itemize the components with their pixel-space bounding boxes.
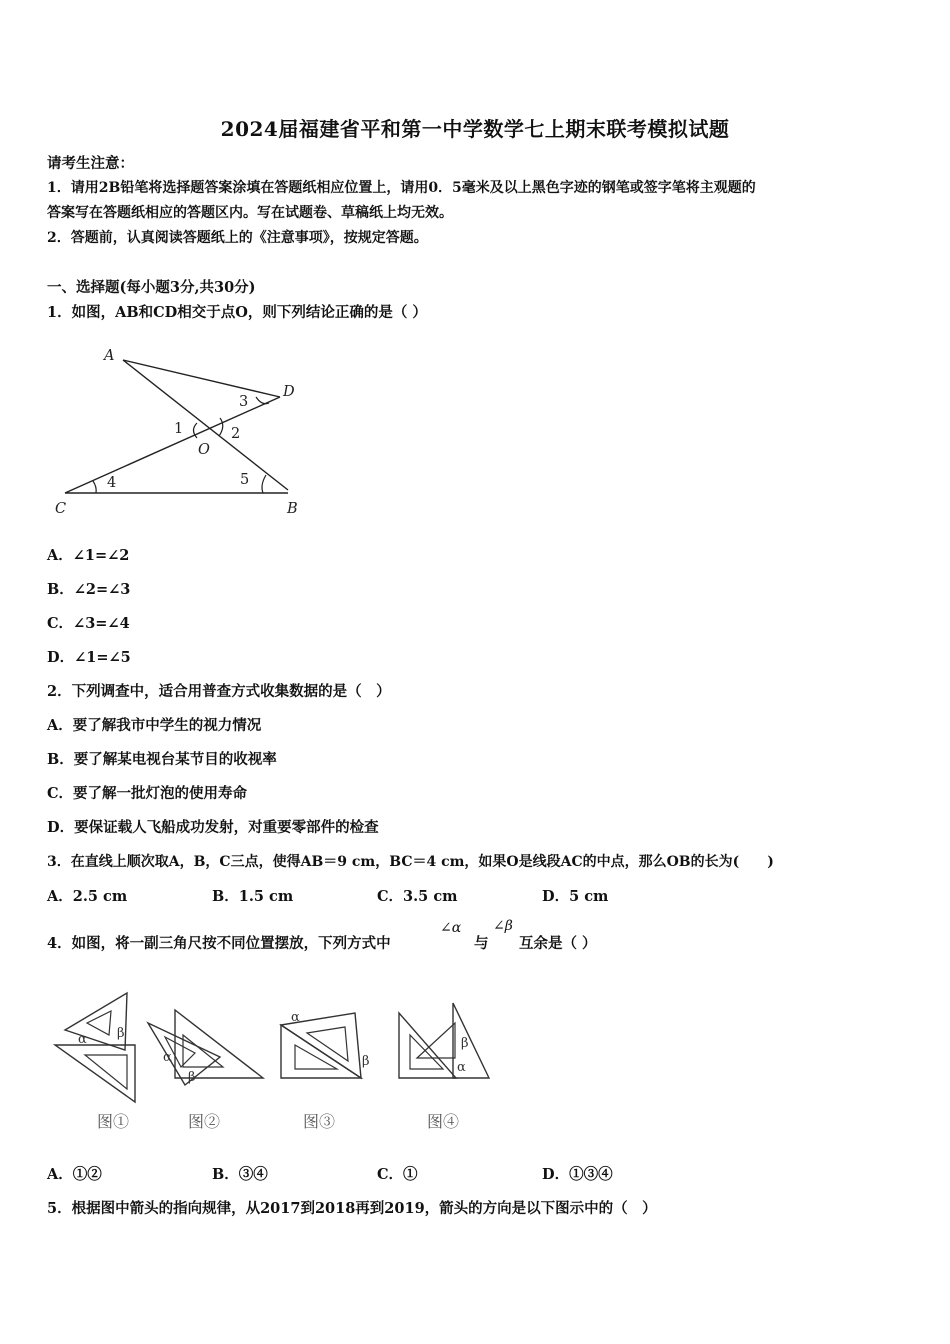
notice-item-2: 2．答题前，认真阅读答题纸上的《注意事项》，按规定答题。 <box>47 230 428 246</box>
question-5-stem: 5．根据图中箭头的指向规律，从2017到2018再到2019，箭头的方向是以下图示中的（ ） <box>47 1200 657 1217</box>
question-4-option-c: C．① <box>377 1166 418 1183</box>
question-4-option-a: A．①② <box>47 1166 102 1183</box>
angle-2-label: 2 <box>231 426 241 442</box>
question-1-option-b: B．∠2=∠3 <box>47 581 131 598</box>
question-2-option-b: B．要了解某电视台某节目的收视率 <box>47 751 277 768</box>
figure-2-caption: 图② <box>188 1112 221 1131</box>
question-3-option-d: D．5 cm <box>542 888 609 905</box>
point-c-label: C <box>55 501 67 517</box>
question-1-option-d: D．∠1=∠5 <box>47 649 131 666</box>
question-1-option-a: A．∠1=∠2 <box>47 547 130 564</box>
question-1-stem: 1．如图，AB和CD相交于点O，则下列结论正确的是（ ） <box>47 304 427 321</box>
question-1-figure <box>40 340 320 525</box>
point-a-label: A <box>104 348 115 364</box>
figure-3-beta: β <box>362 1054 370 1069</box>
question-4-option-d: D．①③④ <box>542 1166 613 1183</box>
question-2-option-d: D．要保证载人飞船成功发射，对重要零部件的检查 <box>47 819 379 836</box>
angle-5-label: 5 <box>240 472 250 488</box>
figure-2-beta: β <box>188 1070 196 1085</box>
question-3-option-c: C．3.5 cm <box>377 888 458 905</box>
figure-1 <box>55 993 135 1102</box>
figure-3-caption: 图③ <box>303 1112 336 1131</box>
question-4-stem-pre: 4．如图，将一副三角尺按不同位置摆放，下列方式中 <box>47 935 391 952</box>
question-2-option-a: A．要了解我市中学生的视力情况 <box>47 717 262 734</box>
question-4-option-b: B．③④ <box>212 1166 268 1183</box>
figure-4-alpha: α <box>457 1060 466 1075</box>
angle-2-arc <box>219 418 223 436</box>
notice-heading: 请考生注意： <box>47 155 134 172</box>
section-heading: 一、选择题(每小题3分,共30分) <box>47 279 256 296</box>
figure-1-alpha: α <box>78 1032 87 1047</box>
figure-1-beta: β <box>117 1026 125 1041</box>
question-4-stem-post: 互余是（ ） <box>519 935 597 952</box>
question-3-stem: 3．在直线上顺次取A，B，C三点，使得AB＝9 cm，BC＝4 cm，如果O是线段AC的中点，那么OB的长为( ) <box>47 854 774 870</box>
angle-3-label: 3 <box>239 394 249 410</box>
question-4-figures <box>45 985 505 1135</box>
figure-2-alpha: α <box>163 1050 172 1065</box>
angle-4-arc <box>93 481 96 493</box>
figure-3 <box>281 1010 370 1078</box>
angle-4-label: 4 <box>107 475 117 491</box>
point-b-label: B <box>287 501 298 517</box>
point-d-label: D <box>283 384 295 400</box>
figure-1-caption: 图① <box>97 1112 130 1131</box>
notice-item-1-line-1: 1．请用2B铅笔将选择题答案涂填在答题纸相应位置上，请用0．5毫米及以上黑色字迹的钢笔或签字笔将主观题的 <box>47 180 756 196</box>
figure-4-caption: 图④ <box>427 1112 460 1131</box>
alpha-symbol: ∠α <box>440 920 462 936</box>
page-title: 2024届福建省平和第一中学数学七上期末联考模拟试题 <box>220 117 730 141</box>
figure-4-beta: β <box>461 1036 469 1051</box>
angle-1-label: 1 <box>174 421 184 437</box>
question-4-stem-mid: 与 <box>474 935 489 952</box>
figure-4 <box>399 1003 489 1078</box>
question-2-option-c: C．要了解一批灯泡的使用寿命 <box>47 785 248 802</box>
question-3-option-a: A．2.5 cm <box>47 888 128 905</box>
beta-symbol: ∠β <box>493 918 513 934</box>
notice-item-1-line-2: 答案写在答题纸相应的答题区内。写在试题卷、草稿纸上均无效。 <box>47 205 453 221</box>
question-1-option-c: C．∠3=∠4 <box>47 615 130 632</box>
figure-2 <box>148 1010 263 1085</box>
figure-3-alpha: α <box>291 1010 300 1025</box>
point-o-label: O <box>198 442 210 458</box>
question-3-option-b: B．1.5 cm <box>212 888 294 905</box>
question-2-stem: 2．下列调查中，适合用普查方式收集数据的是（ ） <box>47 683 391 700</box>
angle-5-arc <box>262 475 266 493</box>
